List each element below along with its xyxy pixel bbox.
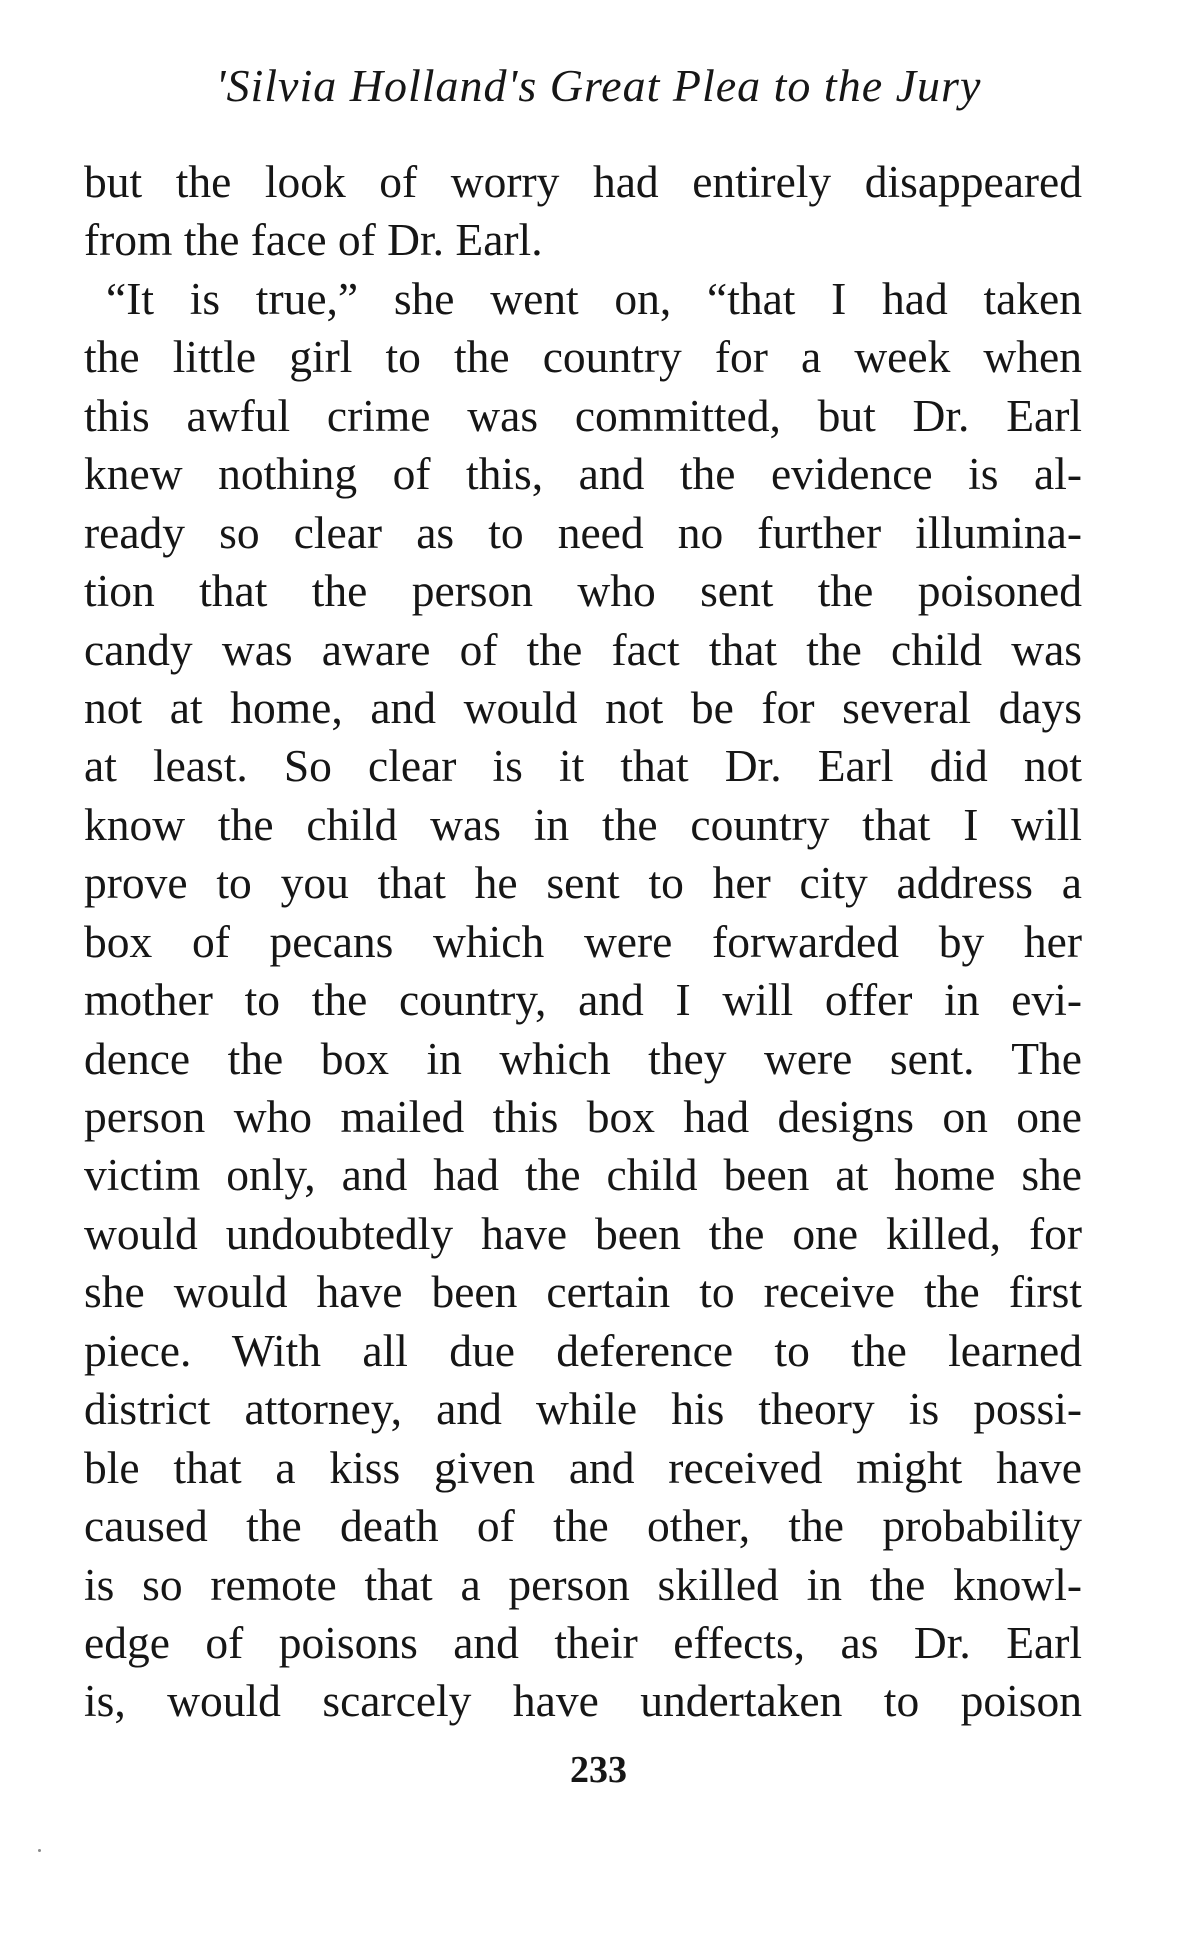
text-line: ready so clear as to need no further illumina- (84, 506, 1082, 558)
text-line: “It is true,” she went on, “that I had taken (106, 272, 1082, 324)
text-line: person who mailed this box had designs on one (84, 1091, 1082, 1142)
text-line: edge of poisons and their effects, as Dr. Earl (84, 1616, 1082, 1668)
text-line: know the child was in the country that I will (84, 798, 1082, 850)
text-line: caused the death of the other, the probability (84, 1500, 1082, 1552)
text-line: ble that a kiss given and received might have (84, 1441, 1082, 1493)
text-line: district attorney, and while his theory is possi- (84, 1383, 1082, 1435)
scan-speck (38, 1849, 41, 1852)
text-line: tion that the person who sent the poisoned (84, 565, 1082, 617)
text-line: dence the box in which they were sent. The (84, 1032, 1082, 1084)
text-line: would undoubtedly have been the one killed, for (84, 1207, 1082, 1259)
text-line: victim only, and had the child been at home she (84, 1149, 1082, 1201)
text-line: she would have been certain to receive the first (84, 1266, 1082, 1318)
body-text (84, 153, 1082, 1731)
text-line: is, would scarcely have undertaken to poison (84, 1675, 1082, 1727)
text-line: this awful crime was committed, but Dr. Earl (84, 389, 1082, 441)
text-line: knew nothing of this, and the evidence is al- (84, 448, 1082, 500)
text-line: candy was aware of the fact that the child was (84, 623, 1082, 675)
text-line: the little girl to the country for a week when (84, 331, 1082, 383)
text-line: mother to the country, and I will offer in evi- (84, 974, 1082, 1026)
running-head: 'Silvia Holland's Great Plea to the Jury (215, 60, 982, 111)
text-line: at least. So clear is it that Dr. Earl did not (84, 740, 1082, 792)
text-line: prove to you that he sent to her city address a (84, 857, 1082, 909)
text-line: but the look of worry had entirely disappeared (84, 156, 1082, 207)
text-line: piece. With all due deference to the learned (84, 1324, 1082, 1376)
text-line: is so remote that a person skilled in the knowl- (84, 1558, 1082, 1610)
text-line: from the face of Dr. Earl. (84, 214, 543, 266)
page-number: 233 (570, 1749, 627, 1791)
text-line: box of pecans which were forwarded by her (84, 915, 1082, 967)
text-line: not at home, and would not be for several days (84, 681, 1082, 733)
